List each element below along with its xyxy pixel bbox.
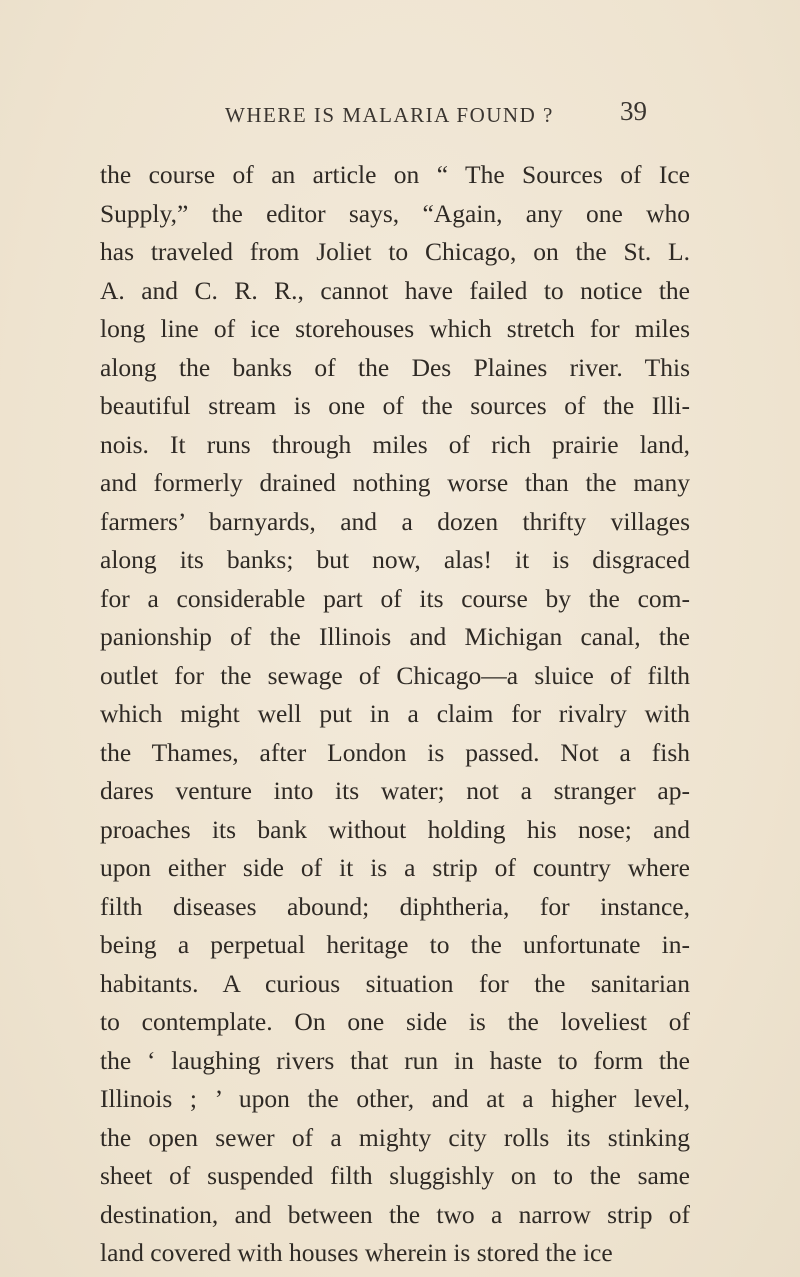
text-line: has traveled from Joliet to Chicago, on the St. L.: [100, 237, 690, 266]
text-line: the course of an article on “ The Sources of Ice: [100, 160, 690, 189]
text-line: sheet of suspended filth sluggishly on to the same: [100, 1161, 690, 1190]
text-line: dares venture into its water; not a stranger ap-: [100, 776, 690, 805]
text-line: A. and C. R. R., cannot have failed to notice the: [100, 275, 690, 305]
text-line: along the banks of the Des Plaines river. This: [100, 352, 690, 382]
text-line: panionship of the Illinois and Michigan canal, the: [100, 622, 690, 651]
text-line: and formerly drained nothing worse than the many: [100, 468, 690, 497]
text-line: along its banks; but now, alas! it is disgraced: [100, 545, 690, 574]
text-line: which might well put in a claim for rivalry with: [100, 699, 690, 728]
text-line: to contemplate. On one side is the loveliest of: [100, 1007, 690, 1036]
running-title: WHERE IS MALARIA FOUND ?: [225, 103, 554, 127]
text-line: the Thames, after London is passed. Not a fish: [100, 737, 690, 767]
text-line: the open sewer of a mighty city rolls its stinking: [100, 1122, 690, 1152]
text-line: for a considerable part of its course by the com-: [100, 583, 690, 613]
text-line: outlet for the sewage of Chicago—a sluice of filth: [100, 660, 690, 690]
text-line: long line of ice storehouses which stretch for miles: [100, 314, 690, 343]
text-line: farmers’ barnyards, and a dozen thrifty villages: [100, 506, 690, 536]
text-line: land covered with houses wherein is stored the ice: [100, 1238, 613, 1267]
text-line: habitants. A curious situation for the sanitarian: [100, 968, 690, 998]
body-text: [100, 156, 690, 1273]
text-line: Supply,” the editor says, “Again, any one who: [100, 198, 690, 228]
text-line: proaches its bank without holding his nose; and: [100, 814, 690, 844]
text-line: destination, and between the two a narrow strip of: [100, 1199, 690, 1229]
text-line: beautiful stream is one of the sources of the Illi-: [100, 391, 690, 420]
text-line: upon either side of it is a strip of country where: [100, 853, 690, 882]
text-line: nois. It runs through miles of rich prairie land,: [100, 429, 690, 459]
text-line: being a perpetual heritage to the unfortunate in-: [100, 930, 690, 959]
text-line: Illinois ; ’ upon the other, and at a higher level,: [100, 1084, 690, 1113]
page-number: 39: [620, 96, 647, 126]
text-line: filth diseases abound; diphtheria, for instance,: [100, 891, 690, 921]
text-line: the ‘ laughing rivers that run in haste to form the: [100, 1045, 690, 1075]
